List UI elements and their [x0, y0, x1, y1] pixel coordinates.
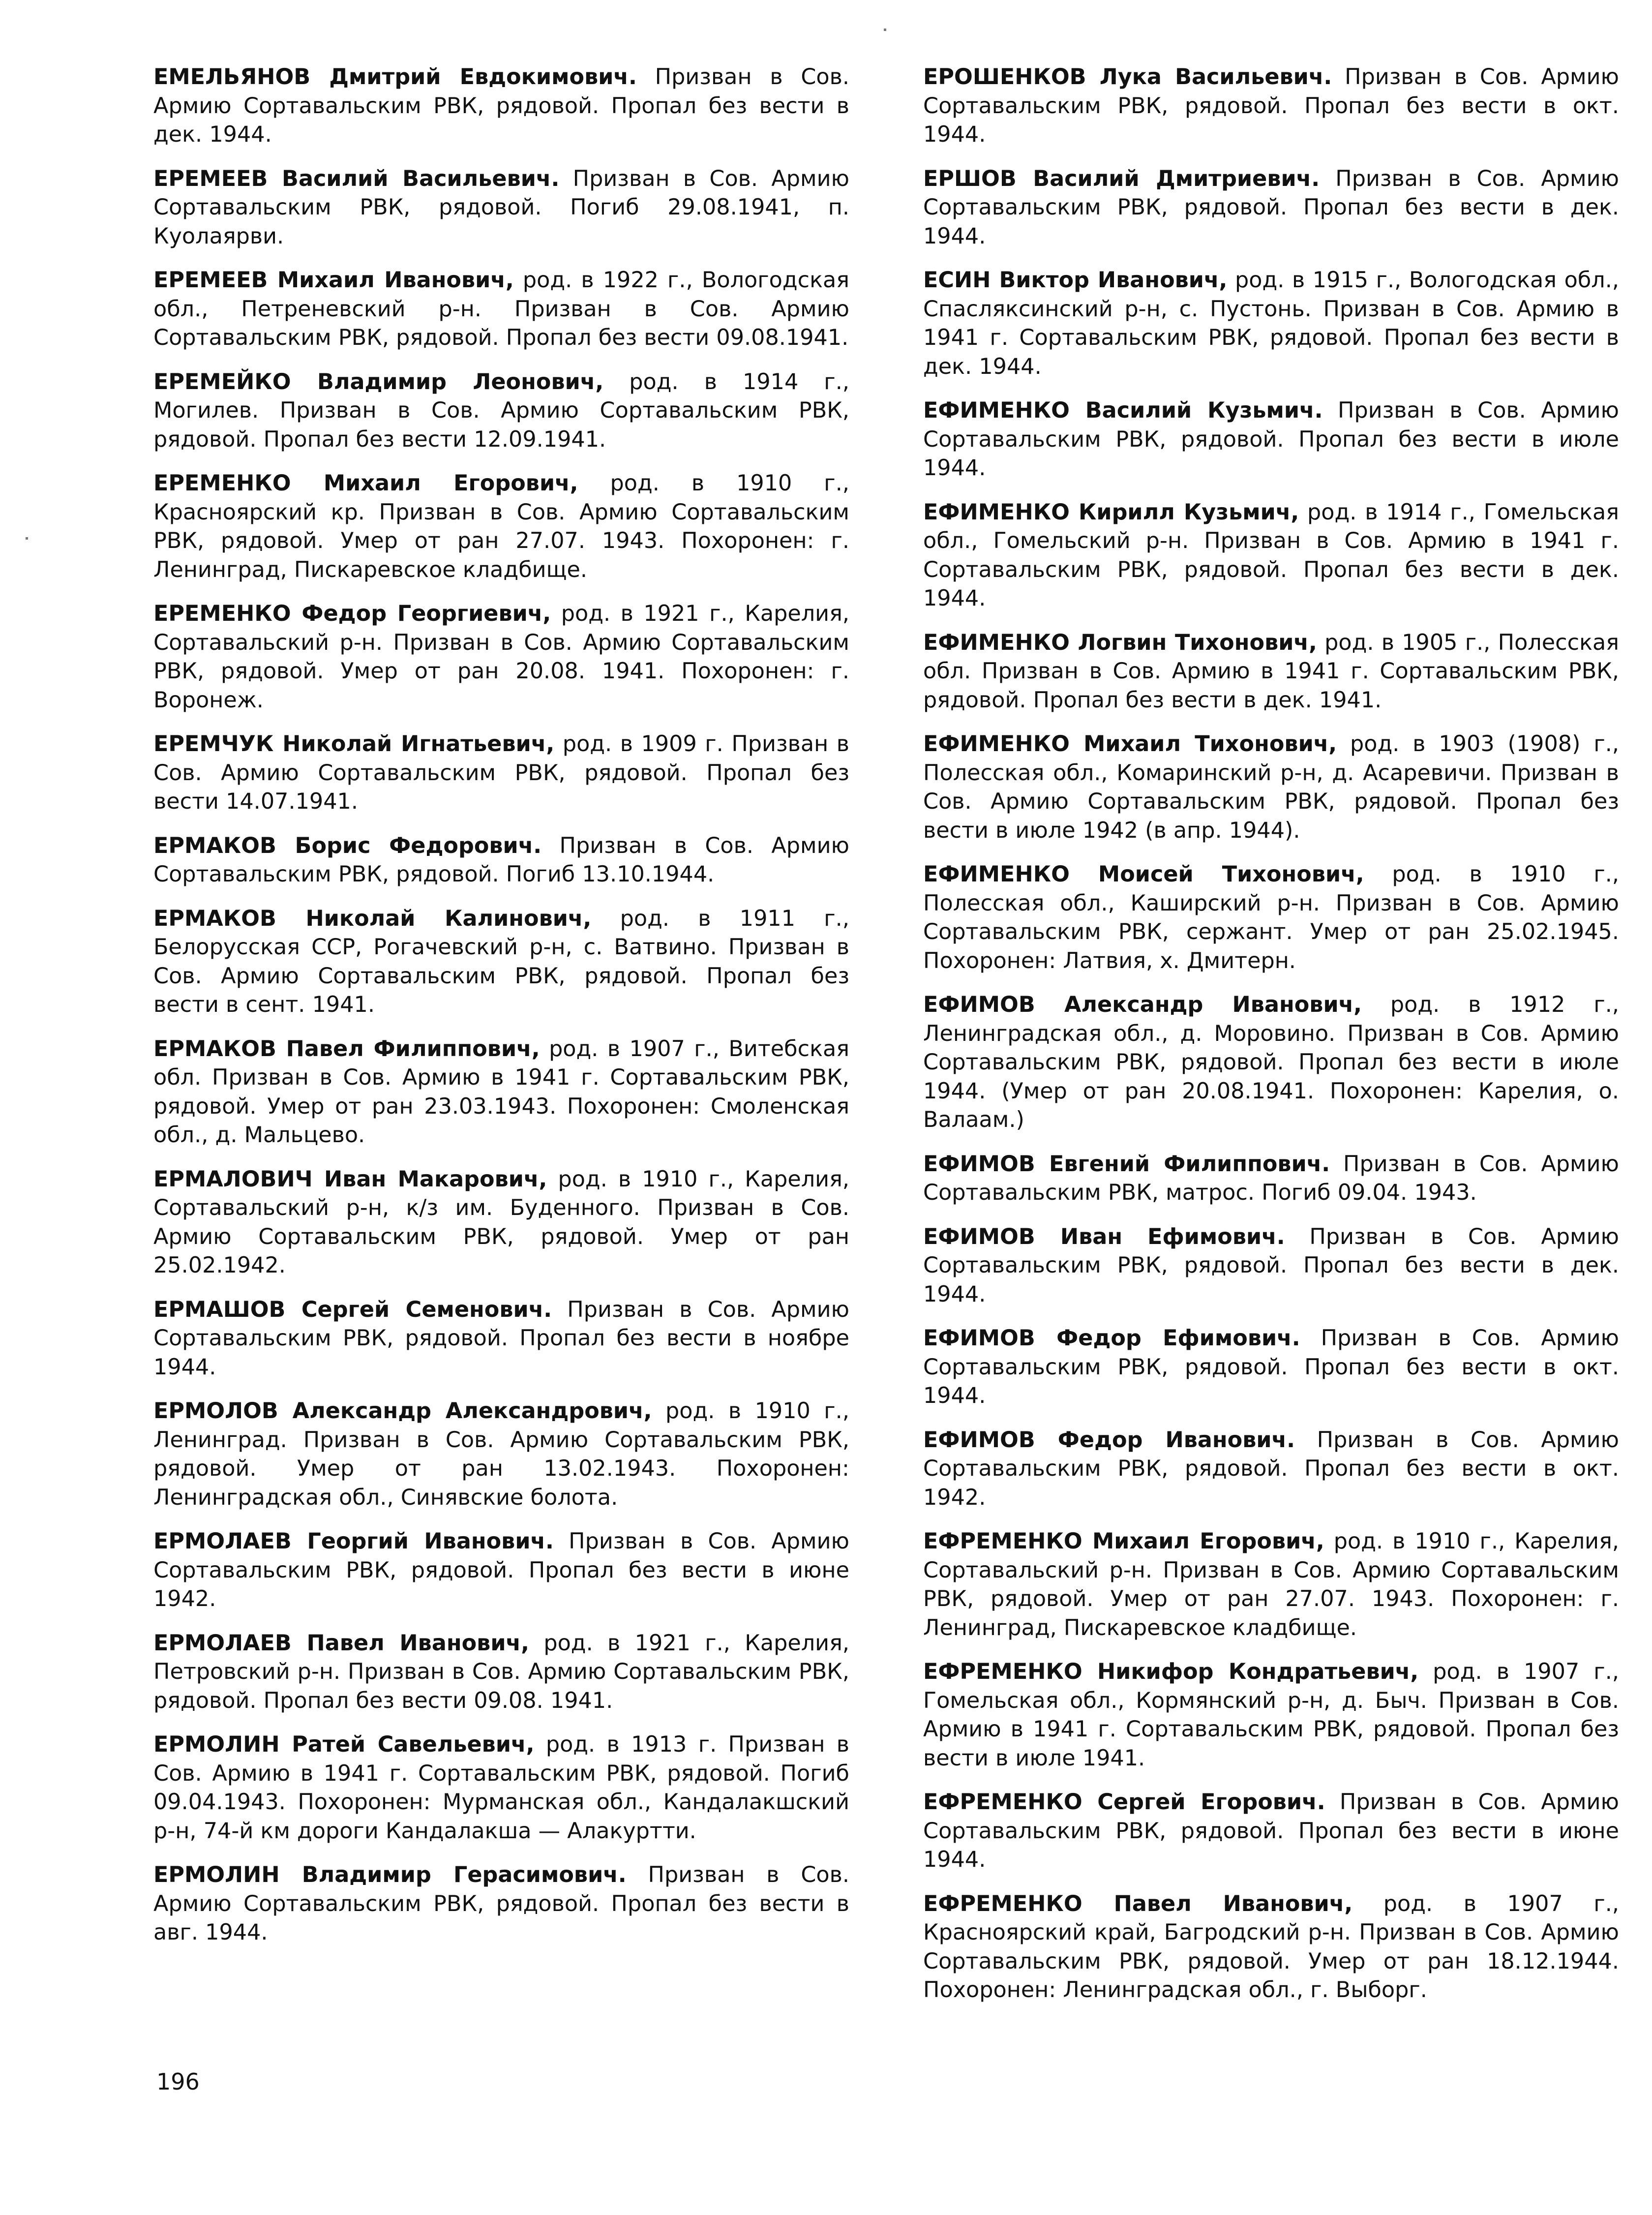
entry-text: Призван в Сов. Армию Сортавальским РВК, матрос. Погиб 09.04. 1943.: [923, 1151, 1619, 1205]
entry-name: ЕФРЕМЕНКО Сергей Егорович.: [923, 1790, 1325, 1815]
entry-text: род. в 1909 г. Призван в Сов. Армию Сортавальским РВК, рядовой. Пропал без вести 14.07.1941.: [153, 731, 849, 814]
entry-text: род. в 1907 г., Гомельская обл., Кормянский р-н, д. Быч. Призван в Сов. Армию в 1941 г. Сортавальским РВК, рядовой. Пропал без вести в июле 1941.: [923, 1659, 1619, 1771]
entry-text: Призван в Сов. Армию Сортавальским РВК, рядовой. Пропал без вести в июне 1942.: [153, 1529, 849, 1611]
entry-name: ЕФИМОВ Федор Ефимович.: [923, 1326, 1300, 1351]
register-entry: [923, 396, 1619, 483]
entry-text: род. в 1907 г., Красноярский край, Багродский р-н. Призван в Сов. Армию Сортавальским РВК, рядовой. Умер от ран 18.12.1944. Похоронен: Ленинградская обл., г. Выборг.: [923, 1891, 1619, 2003]
entry-name: ЕРМАКОВ Борис Федорович.: [153, 833, 542, 858]
entry-text: Призван в Сов. Армию Сортавальским РВК, рядовой. Пропал без вести в ноябре 1944.: [153, 1297, 849, 1380]
entry-text: Призван в Сов. Армию Сортавальским РВК, рядовой. Пропал без вести в окт. 1944.: [923, 64, 1620, 147]
register-entry: [923, 1324, 1619, 1411]
register-entry: [153, 1035, 849, 1150]
register-entry: [153, 1527, 849, 1614]
page-number: 196: [156, 2068, 200, 2095]
left-column: [153, 63, 849, 1963]
entry-name: ЕРМАКОВ Николай Калинович,: [153, 906, 592, 931]
entry-name: ЕФРЕМЕНКО Павел Иванович,: [923, 1891, 1353, 1916]
register-entry: [923, 1426, 1619, 1513]
register-entry: [153, 165, 849, 251]
entry-name: ЕФИМОВ Иван Ефимович.: [923, 1224, 1285, 1249]
entry-text: род. в 1921 г., Карелия, Сортавальский р-н. Призван в Сов. Армию Сортавальским РВК, рядовой. Умер от ран 20.08. 1941. Похоронен: г. Воронеж.: [153, 601, 849, 713]
entry-name: ЕФИМОВ Александр Иванович,: [923, 992, 1362, 1017]
entry-text: род. в 1910 г., Красноярский кр. Призван в Сов. Армию Сортавальским РВК, рядовой. Умер от ран 27.07. 1943. Похоронен: г. Ленинград, Пискаревское кладбище.: [153, 471, 849, 582]
register-entry: [153, 1296, 849, 1382]
entry-name: ЕРМАЛОВИЧ Иван Макарович,: [153, 1166, 547, 1192]
entry-text: род. в 1907 г., Витебская обл. Призван в Сов. Армию в 1941 г. Сортавальским РВК, рядовой. Умер от ран 23.03.1943. Похоронен: Смоленская обл., д. Мальцево.: [153, 1036, 849, 1148]
entry-name: ЕРМОЛИН Владимир Герасимович.: [153, 1862, 627, 1887]
register-entry: [153, 730, 849, 817]
entry-name: ЕРЕМЕЕВ Василий Васильевич.: [153, 166, 560, 191]
entry-text: род. в 1905 г., Полесская обл. Призван в Сов. Армию в 1941 г. Сортавальским РВК, рядовой. Пропал без вести в дек. 1941.: [923, 630, 1619, 713]
register-entry: [153, 469, 849, 584]
entry-text: Призван в Сов. Армию Сортавальским РВК, рядовой. Пропал без вести в окт. 1944.: [923, 1326, 1619, 1408]
entry-name: ЕФИМЕНКО Логвин Тихонович,: [923, 630, 1317, 655]
right-column: [923, 63, 1619, 2020]
scan-speck: [884, 29, 886, 31]
register-entry: [923, 629, 1619, 715]
register-entry: [923, 266, 1619, 381]
register-entry: [923, 498, 1619, 613]
entry-name: ЕФИМЕНКО Михаил Тихонович,: [923, 731, 1337, 757]
entry-text: род. в 1914 г., Могилев. Призван в Сов. Армию Сортавальским РВК, рядовой. Пропал без вести 12.09.1941.: [153, 369, 849, 452]
register-entry: [153, 600, 849, 715]
entry-text: род. в 1922 г., Вологодская обл., Петреневский р-н. Призван в Сов. Армию Сортавальским РВК, рядовой. Пропал без вести 09.08.1941.: [153, 268, 849, 350]
entry-name: ЕРЕМЕЕВ Михаил Иванович,: [153, 268, 514, 293]
entry-name: ЕФИМЕНКО Василий Кузьмич.: [923, 398, 1323, 423]
register-entry: [153, 266, 849, 353]
register-entry: [923, 63, 1619, 150]
entry-text: род. в 1921 г., Карелия, Петровский р-н. Призван в Сов. Армию Сортавальским РВК, рядовой. Пропал без вести 09.08. 1941.: [153, 1630, 850, 1713]
entry-name: ЕРМОЛИН Ратей Савельевич,: [153, 1732, 535, 1757]
entry-name: ЕФРЕМЕНКО Никифор Кондратьевич,: [923, 1659, 1419, 1684]
entry-text: Призван в Сов. Армию Сортавальским РВК, рядовой. Пропал без вести в июне 1944.: [923, 1790, 1620, 1872]
entry-name: ЕРМАКОВ Павел Филиппович,: [153, 1036, 540, 1062]
register-entry: [153, 1397, 849, 1512]
entry-name: ЕФИМЕНКО Моисей Тихонович,: [923, 862, 1364, 887]
entry-name: ЕРМОЛАЕВ Георгий Иванович.: [153, 1529, 554, 1554]
entry-name: ЕРШОВ Василий Дмитриевич.: [923, 166, 1320, 191]
entry-name: ЕРЕМЧУК Николай Игнатьевич,: [153, 731, 555, 757]
register-entry: [923, 1890, 1619, 2005]
entry-name: ЕРМАШОВ Сергей Семенович.: [153, 1297, 552, 1322]
entry-name: ЕСИН Виктор Иванович,: [923, 268, 1228, 293]
register-entry: [153, 63, 849, 150]
entry-text: род. в 1915 г., Вологодская обл., Спасляксинский р-н, с. Пустонь. Призван в Сов. Армию в 1941 г. Сортавальским РВК, рядовой. Пропал без вести в дек. 1944.: [923, 268, 1619, 379]
register-entry: [153, 1861, 849, 1947]
entry-name: ЕРЕМЕЙКО Владимир Леонович,: [153, 369, 604, 394]
entry-text: род. в 1903 (1908) г., Полесская обл., Комаринский р-н, д. Асаревичи. Призван в Сов. Армию Сортавальским РВК, рядовой. Пропал без вести в июле 1942 (в апр. 1944).: [923, 731, 1619, 843]
register-entry: [153, 1165, 849, 1280]
register-entry: [923, 1658, 1619, 1773]
register-entry: [153, 832, 849, 889]
entry-text: Призван в Сов. Армию Сортавальским РВК, рядовой. Погиб 13.10.1944.: [153, 833, 850, 887]
entry-name: ЕРЕМЕНКО Федор Георгиевич,: [153, 601, 551, 626]
entry-text: род. в 1910 г., Ленинград. Призван в Сов. Армию Сортавальским РВК, рядовой. Умер от ран 13.02.1943. Похоронен: Ленинградская обл., Синявские болота.: [153, 1398, 849, 1510]
register-entry: [153, 1629, 849, 1716]
entry-text: Призван в Сов. Армию Сортавальским РВК, рядовой. Пропал без вести в окт. 1942.: [923, 1427, 1620, 1510]
register-entry: [923, 730, 1619, 845]
entry-name: ЕФИМОВ Евгений Филиппович.: [923, 1151, 1330, 1177]
register-entry: [923, 1223, 1619, 1309]
scan-speck: [26, 537, 28, 540]
entry-text: Призван в Сов. Армию Сортавальским РВК, рядовой. Пропал без вести в дек. 1944.: [923, 166, 1620, 249]
register-entry: [923, 1527, 1619, 1642]
entry-name: ЕМЕЛЬЯНОВ Дмитрий Евдокимович.: [153, 64, 637, 90]
entry-name: ЕРЕМЕНКО Михаил Егорович,: [153, 471, 578, 496]
entry-text: род. в 1910 г., Карелия, Сортавальский р-н. Призван в Сов. Армию Сортавальским РВК, рядовой. Умер от ран 27.07. 1943. Похоронен: г. Ленинград, Пискаревское кладбище.: [923, 1529, 1619, 1640]
entry-text: Призван в Сов. Армию Сортавальским РВК, рядовой. Погиб 29.08.1941, п. Куолаярви.: [153, 166, 849, 249]
entry-text: род. в 1913 г. Призван в Сов. Армию в 1941 г. Сортавальским РВК, рядовой. Погиб 09.04.1943. Похоронен: Мурманская обл., Кандалакшский р-н, 74-й км дороги Кандалакша — Алакуртти.: [153, 1732, 849, 1844]
entry-name: ЕФИМЕНКО Кирилл Кузьмич,: [923, 499, 1299, 525]
entry-text: род. в 1910 г., Полесская обл., Каширский р-н. Призван в Сов. Армию Сортавальским РВК, сержант. Умер от ран 25.02.1945. Похоронен: Латвия, х. Дмитерн.: [923, 862, 1619, 973]
entry-name: ЕРОШЕНКОВ Лука Васильевич.: [923, 64, 1332, 90]
register-entry: [153, 1730, 849, 1846]
register-entry: [923, 165, 1619, 251]
register-entry: [923, 991, 1619, 1135]
register-entry: [923, 1150, 1619, 1208]
register-entry: [153, 905, 849, 1020]
entry-text: Призван в Сов. Армию Сортавальским РВК, рядовой. Пропал без вести в авг. 1944.: [153, 1862, 849, 1945]
entry-text: род. в 1911 г., Белорусская ССР, Рогачевский р-н, с. Ватвино. Призван в Сов. Армию Сортавальским РВК, рядовой. Пропал без вести в сент. 1941.: [153, 906, 849, 1017]
entry-name: ЕФИМОВ Федор Иванович.: [923, 1427, 1295, 1453]
register-entry: [153, 368, 849, 455]
entry-text: род. в 1910 г., Карелия, Сортавальский р-н, к/з им. Буденного. Призван в Сов. Армию Сортавальским РВК, рядовой. Умер от ран 25.02.1942.: [153, 1166, 849, 1278]
entry-text: род. в 1914 г., Гомельская обл., Гомельский р-н. Призван в Сов. Армию в 1941 г. Сортавальским РВК, рядовой. Пропал без вести в дек. 1944.: [923, 499, 1619, 611]
entry-name: ЕРМОЛОВ Александр Александрович,: [153, 1398, 652, 1424]
entry-text: Призван в Сов. Армию Сортавальским РВК, рядовой. Пропал без вести в июле 1944.: [923, 398, 1619, 481]
register-entry: [923, 860, 1619, 975]
register-entry: [923, 1788, 1619, 1875]
entry-name: ЕФРЕМЕНКО Михаил Егорович,: [923, 1529, 1324, 1554]
entry-text: Призван в Сов. Армию Сортавальским РВК, рядовой. Пропал без вести в дек. 1944.: [923, 1224, 1619, 1307]
entry-text: род. в 1912 г., Ленинградская обл., д. Моровино. Призван в Сов. Армию Сортавальским РВК, рядовой. Пропал без вести в июле 1944. (Умер от ран 20.08.1941. Похоронен: Карелия, о. Валаам.): [923, 992, 1619, 1132]
entry-name: ЕРМОЛАЕВ Павел Иванович,: [153, 1630, 529, 1656]
entry-text: Призван в Сов. Армию Сортавальским РВК, рядовой. Пропал без вести в дек. 1944.: [153, 64, 850, 147]
